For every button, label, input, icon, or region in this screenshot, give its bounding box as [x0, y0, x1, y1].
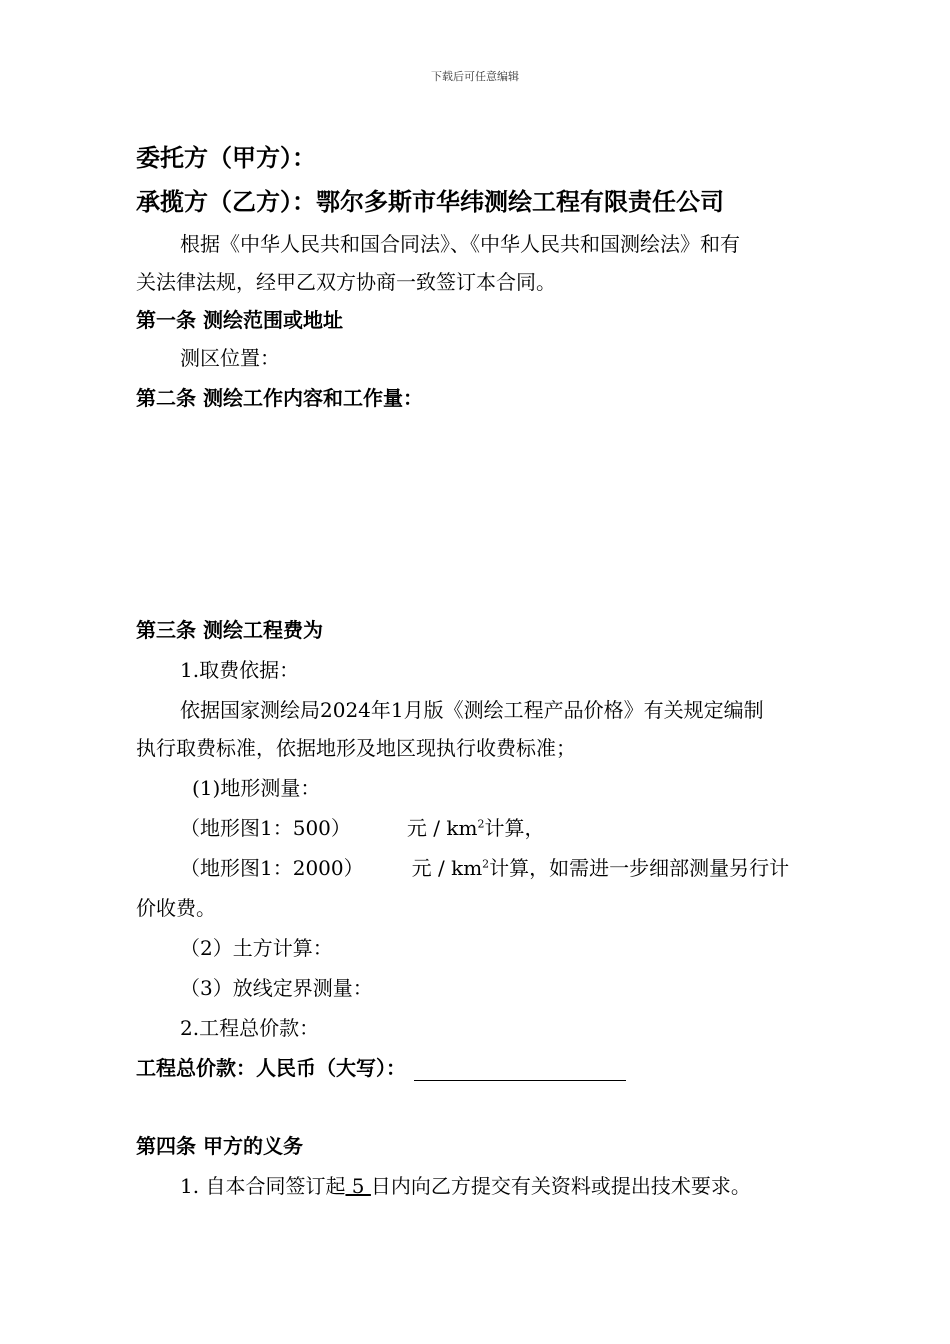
total-price-rmb-line — [136, 1052, 836, 1081]
intro-line-2: 关法律法规，经甲乙双方协商一致签订本合同。 — [136, 270, 556, 294]
staking-survey: （3）放线定界测量： — [180, 976, 373, 1000]
article3-basis-line-1: 依据国家测绘局2024年1月版《测绘工程产品价格》有关规定编制 — [180, 698, 764, 722]
total-price-label: 2.工程总价款： — [180, 1016, 320, 1040]
topo-2000-continuation: 价收费。 — [136, 896, 216, 920]
total-price-blank — [414, 1060, 626, 1081]
topo-2000-unit-sup: 2 — [482, 857, 490, 871]
intro-line-1: 根据《中华人民共和国合同法》、《中华人民共和国测绘法》和有 — [180, 232, 740, 256]
topo-2000-scale: （地形图1：2000） — [180, 856, 364, 880]
article4-title: 第四条 甲方的义务 — [136, 1134, 303, 1158]
article4-item1-suffix: 日内向乙方提交有关资料或提出技术要求。 — [370, 1174, 751, 1198]
article1-title: 第一条 测绘范围或地址 — [136, 308, 343, 332]
topo-2000-line — [136, 852, 880, 881]
client-party-line: 委托方（甲方）： — [136, 144, 316, 172]
article4-item1 — [136, 1170, 880, 1199]
topo-500-unit-sup: 2 — [477, 817, 485, 831]
total-price-rmb-label: 工程总价款：人民币（大写）： — [136, 1056, 406, 1080]
header-note: 下载后可任意编辑 — [431, 70, 519, 83]
article3-basis-label: 1.取费依据： — [180, 658, 300, 682]
topo-500-scale: （地形图1：500） — [180, 816, 351, 840]
topo-500-unit: 元 / km — [406, 816, 478, 840]
article4-item1-prefix: 1. 自本合同签订起 — [180, 1174, 346, 1198]
earthwork-calc: （2）土方计算： — [180, 936, 333, 960]
topo-2000-calc: 计算，如需进一步细部测量另行计 — [489, 856, 790, 880]
topo-2000-unit: 元 / km — [411, 856, 483, 880]
contractor-party-line: 承揽方（乙方）：鄂尔多斯市华纬测绘工程有限责任公司 — [136, 188, 724, 216]
article4-item1-days: 5 — [345, 1174, 371, 1198]
article2-title: 第二条 测绘工作内容和工作量： — [136, 386, 423, 410]
topo-500-line — [136, 812, 880, 841]
article3-title: 第三条 测绘工程费为 — [136, 618, 323, 642]
article1-location: 测区位置： — [180, 346, 280, 370]
topo-500-calc: 计算， — [484, 816, 545, 840]
topo-survey-label: (1)地形测量： — [192, 776, 321, 800]
article3-basis-line-2: 执行取费标准，依据地形及地区现执行收费标准； — [136, 736, 576, 760]
